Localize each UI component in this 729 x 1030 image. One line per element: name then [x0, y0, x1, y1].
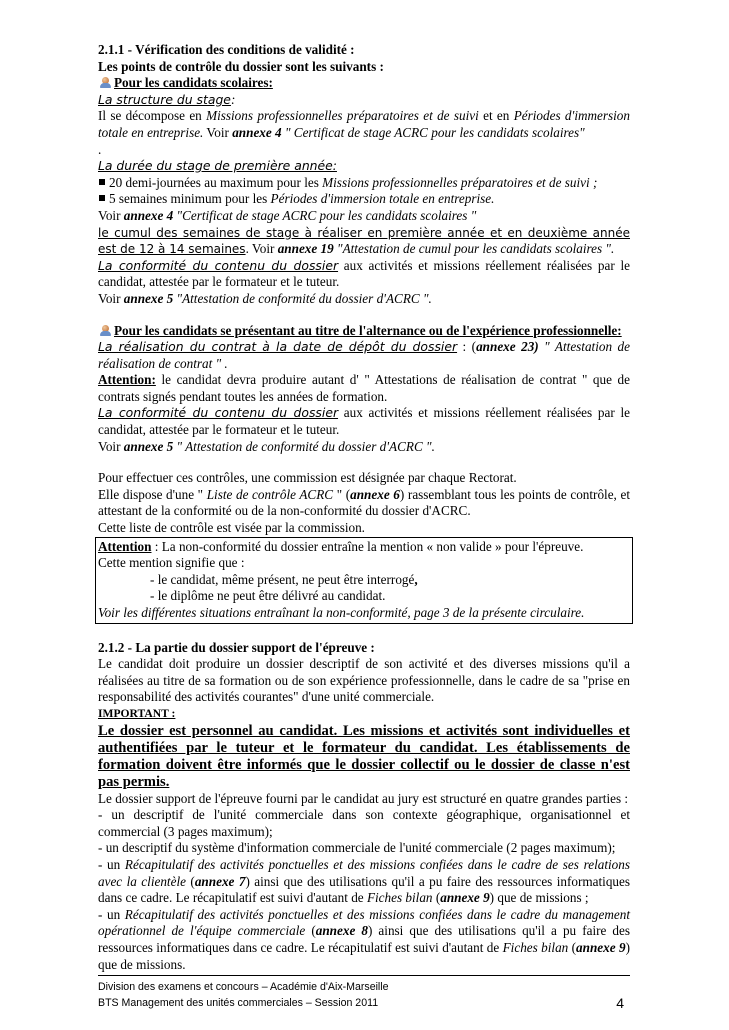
dot-line: . [98, 141, 102, 157]
box-attention-line: Attention : La non-conformité du dossier entraîne la mention « non valide » pour l'épreuve. [98, 538, 584, 554]
list-item: 20 demi-journées au maximum pour les Missions professionnelles préparatoires et de suivi ; [98, 175, 630, 192]
s212-paragraph-1: Le candidat doit produire un dossier descriptif de son activité et des diverses missions qu'il a réalisées au titre de sa formation ou de son expérience professionnelle, dans le cadre de sa "prise en responsabilité des activités courantes" d'une unité commerciale. [98, 656, 630, 705]
box-line-2: Cette mention signifie que : [98, 555, 245, 571]
structure-paragraph: Il se décompose en Missions professionnelles préparatoires et de suivi et en Périodes d'immersion totale en entreprise. Voir annexe 4 " Certificat de stage ACRC pour les candidats scolaires" [98, 108, 630, 140]
person-bullet-icon [100, 325, 111, 336]
conformite-paragraph: La conformité du contenu du dossier aux activités et missions réellement réalisées par le candidat, attestée par le formateur et le tuteur. [98, 257, 630, 290]
footer-line-2-row [98, 995, 630, 1011]
footer-line-2: BTS Management des unités commerciales – Session 2011 [98, 997, 379, 1009]
section-intro: Les points de contrôle du dossier sont les suivants : [98, 58, 384, 74]
realisation-paragraph: La réalisation du contrat à la date de dépôt du dossier : (annexe 23) " Attestation de réalisation de contrat " . [98, 339, 630, 371]
structure-label-line: La structure du stage: [98, 91, 236, 107]
footer-line-1: Division des examens et concours – Académie d'Aix-Marseille [98, 981, 389, 993]
square-bullet-icon [99, 195, 105, 201]
cumul-paragraph: le cumul des semaines de stage à réaliser en première année et en deuxième année est de 12 à 14 semaines. Voir annexe 19 "Attestation de cumul pour les candidats scolaires ". [98, 225, 630, 257]
descriptif-1: - un descriptif de l'unité commerciale dans son contexte géographique, organisationnel et commercial (3 pages maximum); [98, 807, 630, 839]
section-title-2-1-1: 2.1.1 - Vérification des conditions de validité : [98, 42, 355, 57]
document-page [98, 42, 630, 973]
page-number: 4 [616, 995, 624, 1011]
controles-line-3: Cette liste de contrôle est visée par la commission. [98, 520, 365, 536]
voir-annexe-5: Voir annexe 5 "Attestation de conformité du dossier d'ACRC ". [98, 290, 432, 306]
box-item-2: - le diplôme ne peut être délivré au candidat. [150, 588, 386, 604]
controles-line-2: Elle dispose d'une " Liste de contrôle ACRC " (annexe 6) rassemblant tous les points de contrôle, et attestant de la conformité ou de la non-conformité du dossier d'ACRC. [98, 486, 630, 519]
person-bullet-icon [100, 77, 111, 88]
important-label: IMPORTANT : [98, 706, 176, 720]
s212-paragraph-2: Le dossier support de l'épreuve fourni par le candidat au jury est structuré en quatre grandes parties : [98, 790, 629, 806]
section-title-2-1-2: 2.1.2 - La partie du dossier support de l'épreuve : [98, 639, 375, 655]
conformite-paragraph-alt: La conformité du contenu du dossier aux activités et missions réellement réalisées par le candidat, attestée par le formateur et le tuteur. [98, 405, 630, 438]
heading-scolaires: Pour les candidats scolaires: [98, 75, 630, 92]
duree-label-line: La durée du stage de première année: [98, 158, 337, 174]
voir-annexe-5-alt: Voir annexe 5 " Attestation de conformité du dossier d'ACRC ". [98, 438, 435, 454]
controles-line-1: Pour effectuer ces contrôles, une commission est désignée par chaque Rectorat. [98, 470, 517, 486]
voir-annexe-4: Voir annexe 4 "Certificat de stage ACRC pour les candidats scolaires " [98, 207, 477, 223]
attention-paragraph: Attention: le candidat devra produire autant d' " Attestations de réalisation de contrat " que de contrats signés pendant toutes les années de formation. [98, 372, 630, 404]
descriptif-3: - un Récapitulatif des activités ponctuelles et des missions confiées dans le cadre de ses relations avec la clientèle (annexe 7) ainsi que des utilisations qu'il a pu faire des ressources informatiques dans ce cadre. Le récapitulatif est suivi d'autant de Fiches bilan (annexe 9) que de missions ; [98, 856, 631, 906]
attention-box [95, 537, 633, 624]
square-bullet-icon [99, 179, 105, 185]
list-item: 5 semaines minimum pour les Périodes d'immersion totale en entreprise. [98, 191, 630, 208]
descriptif-4: - un Récapitulatif des activités ponctuelles et des missions confiées dans le cadre du management opérationnel de l'équipe commerciale (annexe 8) ainsi que des utilisations qu'il a pu faire des ressources informatiques dans ce cadre. Le récapitulatif est suivi d'autant de Fiches bilan (annexe 9) que de missions. [98, 906, 630, 972]
page-footer [98, 975, 630, 1011]
box-item-1: - le candidat, même présent, ne peut être interrogé, [150, 571, 418, 587]
box-line-5: Voir les différentes situations entraînant la non-conformité, page 3 de la présente circulaire. [98, 605, 585, 620]
descriptif-2: - un descriptif du système d'information commerciale de l'unité commerciale (2 pages maximum); [98, 840, 616, 856]
heading-alternance: Pour les candidats se présentant au titre de l'alternance ou de l'expérience professionnelle: [98, 323, 630, 340]
important-paragraph: Le dossier est personnel au candidat. Les missions et activités sont individuelles et authentifiées par le tuteur et le formateur du candidat. Les établissements de formation doivent être informés que le dossier collectif ou le dossier de classe n'est pas permis. [98, 722, 630, 790]
